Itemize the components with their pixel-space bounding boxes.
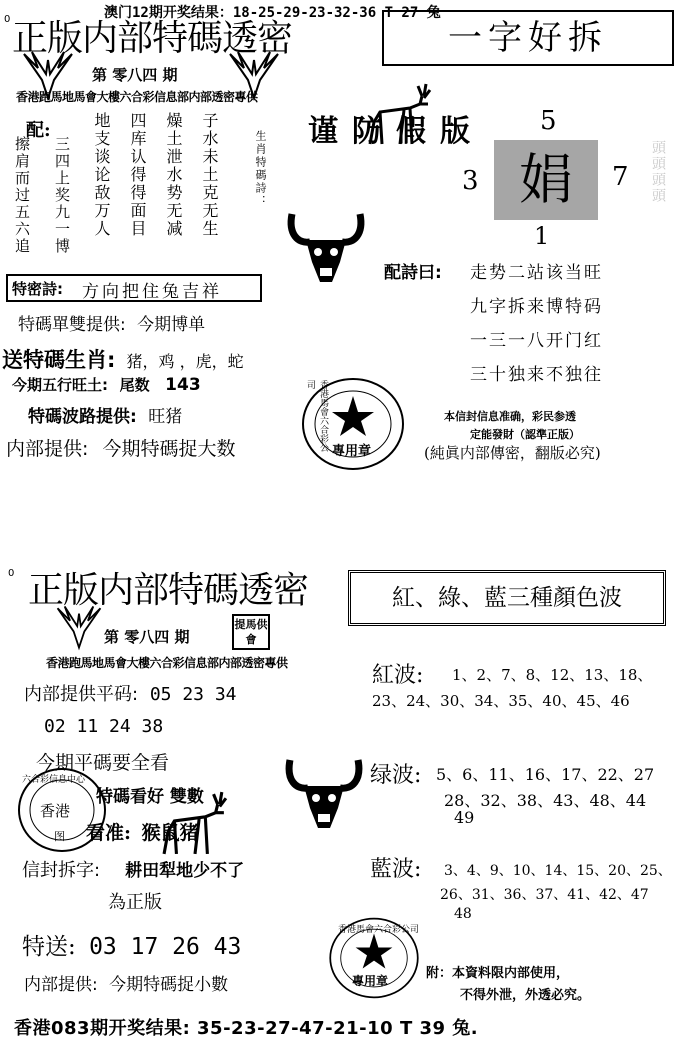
bottom-publisher: 香港跑馬地馬會大樓六合彩信息部内部透密專供: [46, 656, 288, 670]
result-footer: 香港083期开奖结果: 35-23-27-47-21-10 T 39 兔.: [14, 1018, 479, 1039]
seal2-ring: 六合彩信息中心: [22, 775, 86, 785]
green-line-3: 49: [454, 808, 475, 827]
seal2-bottom: 图: [54, 830, 65, 843]
poem-column: 三四上奖九一博: [53, 136, 71, 255]
special-watch: 特碼看好 雙數: [96, 787, 204, 807]
wave-row: [28, 402, 182, 427]
blue-line-3: 48: [454, 906, 472, 922]
top-internal-label: 内部提供:: [6, 438, 89, 460]
blue-label: 藍波:: [370, 857, 422, 882]
poem-column: 子水未土克无生: [200, 112, 219, 238]
flat-label: 内部提供平码:: [24, 684, 139, 705]
top-num-below: 1: [534, 222, 550, 250]
aim-value: 猴鼠猪: [141, 822, 199, 844]
top-result-banner: 澳门12期开奖结果：18-25-29-23-32-36 T 27 兔: [104, 5, 441, 21]
top-num-left: 3: [462, 166, 479, 196]
ox-head-icon: [284, 210, 368, 286]
odd-even-row: [18, 310, 205, 335]
flat-nums-1: 05 23 34: [149, 684, 237, 705]
blue-line-2: 26、31、36、37、41、42、47: [440, 887, 649, 903]
zodiac-row: [2, 344, 244, 374]
top-faint-side: 頭頭頭頭: [650, 140, 666, 204]
wave-value: 旺猪: [148, 407, 183, 427]
wave-label: 特碼波路提供:: [28, 407, 137, 427]
top-pei-label: 配:: [26, 120, 51, 141]
poem-column: 擦肩而过五六追: [13, 136, 31, 255]
odd-even-label: 特碼單雙提供:: [18, 315, 126, 335]
bottom-corner-mark: 0: [8, 568, 15, 579]
top-internal-value: 今期特碼捉大数: [102, 438, 236, 460]
top-issue: 第 零八四 期: [92, 66, 178, 84]
envelope-row: [22, 856, 244, 882]
top-beware-num: 5: [540, 106, 557, 136]
flat-nums-2: 02 11 24 38: [44, 716, 164, 737]
top-side-label: 生肖特碼詩：: [254, 130, 267, 208]
zodiac-label: 送特碼生肖:: [2, 348, 116, 372]
bottom-seal-ring: 香港馬會六合彩公司: [338, 925, 420, 935]
element-tail: 尾数: [119, 376, 150, 394]
envelope-tail: 為正版: [108, 892, 162, 913]
blue-line-1: 3、4、9、10、14、15、20、25、: [444, 863, 672, 879]
seal2-center: 香港: [40, 802, 71, 820]
top-title: 正版内部特碼透密: [12, 18, 293, 59]
match-line: 九字拆来博特码: [470, 297, 603, 317]
footnote-1: 附：本資料限内部使用，: [426, 966, 570, 981]
bottom-internal-label: 内部提供:: [24, 975, 98, 995]
green-label: 绿波:: [370, 763, 422, 788]
secret-poem-label: 特密詩:: [12, 280, 63, 298]
top-center-char: 娟: [519, 148, 573, 211]
element-row: [12, 374, 201, 395]
top-one-char-box: 一字好拆: [382, 10, 674, 66]
top-beware-text: 谨防假版: [308, 114, 484, 149]
match-line: 三十独来不独往: [470, 365, 603, 385]
odd-even-value: 今期博单: [137, 315, 206, 335]
poem-column: 地支谈论敌万人: [92, 112, 111, 238]
eagle-icon: [54, 602, 104, 652]
notice-2: 定能發財（認準正版）: [470, 428, 580, 441]
deer-icon: [150, 790, 240, 856]
green-line-1: 5、6、11、16、17、22、27: [436, 765, 655, 784]
send-nums: 03 17 26 43: [89, 934, 242, 960]
bottom-issue: 第 零八四 期: [104, 628, 190, 646]
top-seal-center: 專用章: [332, 444, 372, 459]
envelope-label: 信封拆字:: [22, 860, 101, 881]
red-line-2: 23、24、30、34、35、40、45、46: [372, 692, 630, 710]
bottom-internal-value: 今期特碼捉小數: [109, 975, 229, 995]
aim-label: 看准:: [86, 822, 132, 844]
top-center-char-box: [494, 140, 598, 220]
secret-poem-value: 方向把住兔吉祥: [82, 282, 222, 302]
top-corner-mark: 0: [4, 14, 11, 25]
match-line: 一三一八开门红: [470, 331, 603, 351]
notice-3: (純眞内部傳密，翻版必究): [424, 444, 601, 462]
secret-poem-box: [6, 274, 262, 302]
green-line-2: 28、32、38、43、48、44: [444, 791, 647, 810]
footnote-2: 不得外泄，外透必究。: [460, 988, 591, 1003]
zodiac-value: 猪，鸡 ，虎，蛇: [126, 352, 244, 371]
notice-1: 本信封信息准确，彩民参透: [444, 410, 576, 423]
bottom-seal-center: 專用章: [352, 974, 389, 988]
bottom-stamp-small: [232, 614, 270, 650]
poem-column: 燥土泄水势无减: [164, 112, 183, 238]
element-label: 今期五行旺土:: [12, 376, 108, 394]
send-label: 特送:: [22, 934, 76, 960]
watch-all: 今期平碼要全看: [36, 752, 170, 774]
match-label: 配詩曰:: [384, 263, 442, 283]
ox-head-icon: [282, 756, 366, 832]
envelope-value: 耕田犁地少不了: [125, 861, 245, 881]
red-line-1: 1、2、7、8、12、13、18、: [452, 666, 653, 684]
top-num-right: 7: [612, 162, 629, 192]
colors-box: 紅、綠、藍三種顏色波: [348, 570, 666, 626]
top-publisher: 香港跑馬地馬會大樓六合彩信息部内部透密專供: [16, 90, 258, 104]
bottom-internal-row: [24, 970, 228, 995]
bottom-stamp-text: 提馬供會: [234, 618, 268, 646]
flat-row: [24, 680, 237, 706]
match-line: 走势二站该当旺: [470, 263, 603, 283]
poem-column: 四库认得得面目: [128, 112, 147, 238]
top-seal-ring: 香港馬會六合彩公司: [305, 380, 328, 452]
send-row: [22, 928, 241, 961]
red-label: 紅波:: [372, 663, 424, 688]
element-value: 143: [165, 375, 201, 395]
top-internal-row: [6, 434, 235, 461]
bottom-title: 正版内部特碼透密: [28, 570, 309, 611]
